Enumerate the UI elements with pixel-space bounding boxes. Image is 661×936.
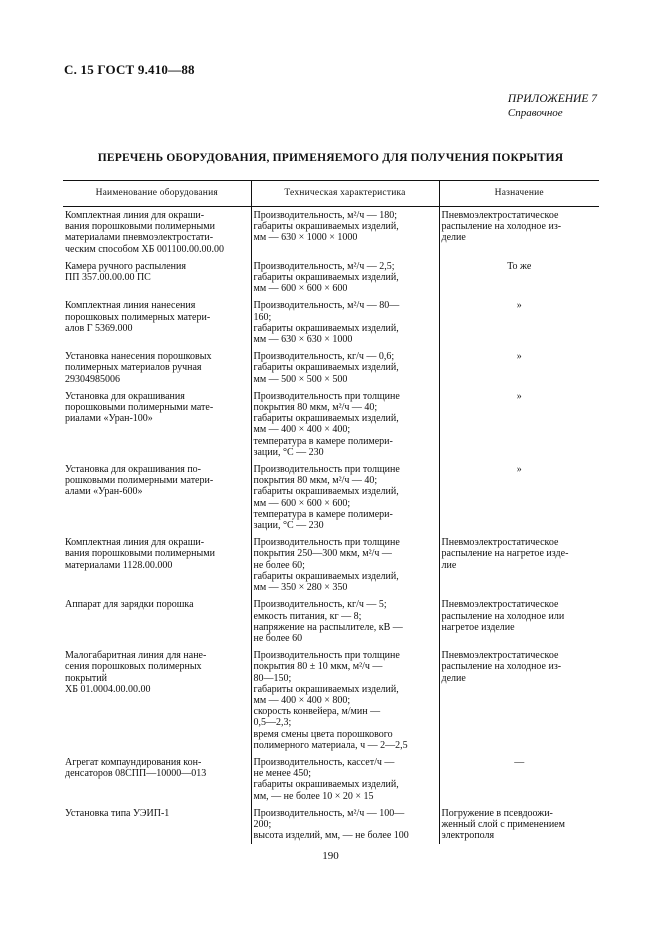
- equipment-name-cell: [63, 348, 251, 388]
- technical-spec-cell: [251, 258, 439, 298]
- table-row: [63, 258, 599, 298]
- table-title: ПЕРЕЧЕНЬ ОБОРУДОВАНИЯ, ПРИМЕНЯЕМОГО ДЛЯ ПОЛУЧЕНИЯ ПОКРЫТИЯ: [97, 152, 564, 164]
- technical-spec-cell: [251, 647, 439, 754]
- technical-spec-cell-text: Производительность при толщине покрытия 250—300 мкм, м²/ч — не более 60; габариты окрашиваемых изделий, мм — 350 × 280 × 350: [253, 537, 400, 594]
- technical-spec-cell-text: Производительность, кг/ч — 5; емкость питания, кг — 8; напряжение на распылителе, кВ — не более 60: [253, 599, 403, 644]
- purpose-cell-text: Пневмоэлектростатическое распыление на холодное из- делие: [441, 210, 562, 244]
- technical-spec-cell: [251, 805, 439, 845]
- table-row: [63, 534, 599, 596]
- column-header-name: Наименование оборудования: [63, 181, 251, 207]
- purpose-cell-text: Пневмоэлектростатическое распыление на холодное или нагретое изделие: [441, 599, 565, 633]
- technical-spec-cell-text: Производительность, м²/ч — 2,5; габариты окрашиваемых изделий, мм — 600 × 600 × 600: [253, 260, 399, 295]
- purpose-cell-text: Погружение в псевдоожи- женный слой с применением электрополя: [441, 807, 565, 842]
- purpose-cell: [439, 297, 599, 348]
- table-row: [63, 388, 599, 461]
- technical-spec-cell-text: Производительность при толщине покрытия 80 мкм, м²/ч — 40; габариты окрашиваемых изделий, мм — 400 × 400 × 400; температура в камере полимери- зации, °С — 230: [253, 390, 400, 458]
- table-row: [63, 596, 599, 647]
- purpose-cell-text: »: [516, 464, 522, 476]
- equipment-name-cell-text: Аппарат для зарядки порошка: [65, 599, 194, 611]
- technical-spec-cell-text: Производительность, м²/ч — 100— 200; высота изделий, мм, — не более 100: [253, 807, 409, 842]
- purpose-cell-text: »: [516, 390, 522, 402]
- purpose-cell-text: То же: [507, 260, 532, 272]
- table-row: [63, 297, 599, 348]
- table-row: [63, 461, 599, 534]
- equipment-name-cell: [63, 297, 251, 348]
- equipment-name-cell: [63, 534, 251, 596]
- technical-spec-cell-text: Производительность, кассет/ч — не менее 450; габариты окрашиваемых изделий, мм, — не более 10 × 20 × 15: [253, 756, 399, 802]
- purpose-cell: [439, 388, 599, 461]
- purpose-cell: [439, 258, 599, 298]
- purpose-cell: [439, 461, 599, 534]
- equipment-name-cell-text: Установка нанесения порошковых полимерных материалов ручная 29304985006: [65, 351, 212, 385]
- appendix-label: ПРИЛОЖЕНИЕ 7: [507, 93, 597, 105]
- appendix-label-block: [508, 92, 597, 120]
- equipment-name-cell-text: Малогабаритная линия для нане- сения порошковых полимерных покрытий ХБ 01.0004.00.00.00: [65, 650, 207, 695]
- technical-spec-cell: [251, 754, 439, 805]
- technical-spec-cell: [251, 207, 439, 258]
- equipment-name-cell-text: Комплектная линия для окраши- вания порошковыми полимерными материалами пневмоэлектростати- ческим способом ХБ 001100.00.00.00: [65, 210, 224, 255]
- equipment-name-cell: [63, 258, 251, 298]
- equipment-name-cell: [63, 754, 251, 805]
- purpose-cell: [439, 534, 599, 596]
- equipment-name-cell-text: Камера ручного распыления ПП 357.00.00.00 ПС: [65, 260, 186, 284]
- equipment-name-cell-text: Установка для окрашивания порошковыми полимерными мате- риалами «Уран-100»: [65, 390, 214, 425]
- page-number: 190: [322, 850, 339, 862]
- equipment-name-cell: [63, 596, 251, 647]
- equipment-name-cell: [63, 388, 251, 461]
- equipment-name-cell: [63, 805, 251, 845]
- technical-spec-cell-text: Производительность, м²/ч — 180; габариты окрашиваемых изделий, мм — 630 × 1000 × 1000: [253, 210, 399, 244]
- technical-spec-cell-text: Производительность, м²/ч — 80— 160; габариты окрашиваемых изделий, мм — 630 × 630 × 1000: [253, 300, 400, 346]
- equipment-name-cell: [63, 207, 251, 258]
- technical-spec-cell: [251, 348, 439, 388]
- technical-spec-cell-text: Производительность при толщине покрытия 80 мкм, м²/ч — 40; габариты окрашиваемых изделий, мм — 600 × 600 × 600; температура в камере полимери- зации, °С — 230: [253, 464, 400, 532]
- purpose-cell: [439, 348, 599, 388]
- technical-spec-cell: [251, 534, 439, 596]
- table-row: [63, 754, 599, 805]
- column-header-spec: Техническая характеристика: [251, 181, 439, 207]
- appendix-kind: Справочное: [507, 107, 563, 119]
- technical-spec-cell-text: Производительность, кг/ч — 0,6; габариты окрашиваемых изделий, мм — 500 × 500 × 500: [253, 351, 399, 385]
- table-row: [63, 207, 599, 258]
- equipment-name-cell-text: Комплектная линия для окраши- вания порошковыми полимерными материалами 1128.00.000: [65, 537, 215, 571]
- technical-spec-cell: [251, 388, 439, 461]
- purpose-cell: [439, 647, 599, 754]
- document-header: С. 15 ГОСТ 9.410—88: [64, 62, 195, 77]
- table-row: [63, 348, 599, 388]
- equipment-name-cell: [63, 647, 251, 754]
- equipment-name-cell-text: Комплектная линия нанесения порошковых полимерных матери- алов Г 5369.000: [65, 300, 211, 334]
- column-header-purpose: Назначение: [439, 181, 599, 207]
- table-header-row: [63, 181, 599, 207]
- purpose-cell: [439, 596, 599, 647]
- equipment-name-cell-text: Установка типа УЭИП-1: [65, 807, 170, 819]
- purpose-cell-text: Пневмоэлектростатическое распыление на нагретое изде- лие: [441, 537, 569, 571]
- table-row: [63, 805, 599, 845]
- equipment-name-cell-text: Агрегат компаундирования кон- денсаторов 08СПП—10000—013: [65, 756, 207, 780]
- purpose-cell-text: Пневмоэлектростатическое распыление на холодное из- делие: [441, 650, 562, 684]
- table-row: [63, 647, 599, 754]
- technical-spec-cell: [251, 596, 439, 647]
- technical-spec-cell: [251, 461, 439, 534]
- equipment-table: [63, 180, 599, 844]
- equipment-name-cell: [63, 461, 251, 534]
- purpose-cell-text: »: [516, 351, 522, 363]
- purpose-cell: [439, 754, 599, 805]
- technical-spec-cell-text: Производительность при толщине покрытия 80 ± 10 мкм, м²/ч — 80—150; габариты окрашиваемых изделий, мм — 400 × 400 × 800; скорость конвейера, м/мин — 0,5—2,3; время смены цвета порошкового полимерного материала, ч — 2—2,5: [253, 650, 408, 751]
- technical-spec-cell: [251, 297, 439, 348]
- equipment-name-cell-text: Установка для окрашивания по- рошковыми полимерными матери- алами «Уран-600»: [65, 464, 214, 498]
- purpose-cell-text: »: [516, 300, 522, 312]
- purpose-cell-text: —: [514, 756, 525, 768]
- purpose-cell: [439, 805, 599, 845]
- purpose-cell: [439, 207, 599, 258]
